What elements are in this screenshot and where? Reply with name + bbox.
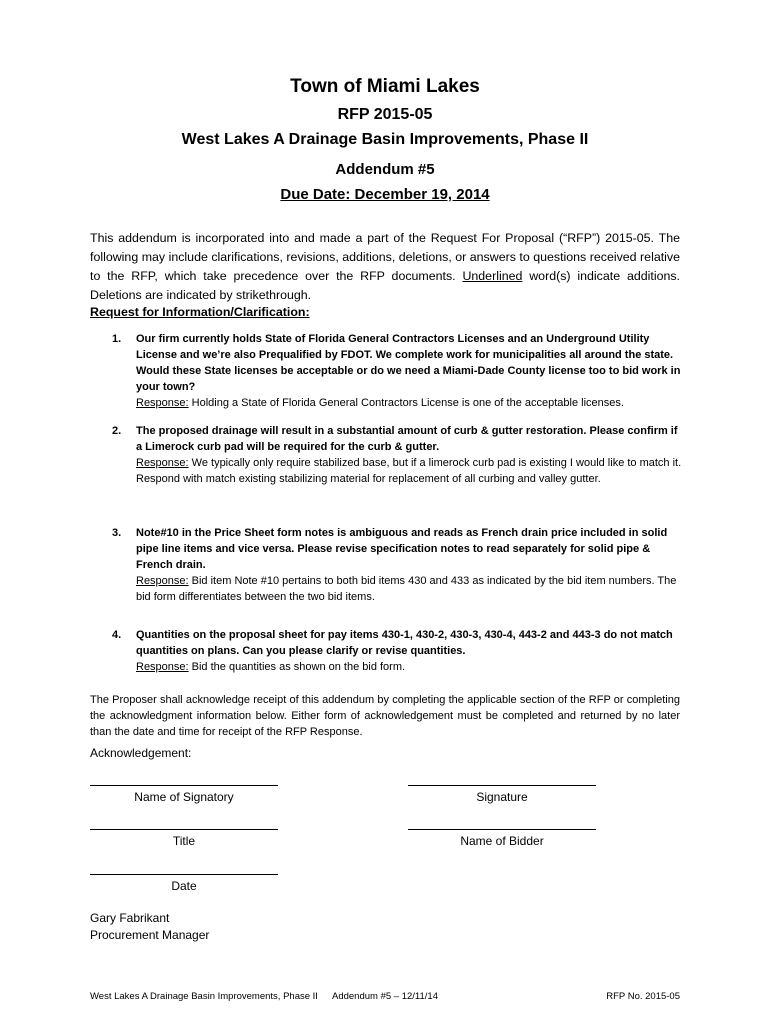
response-text: Bid the quantities as shown on the bid form. <box>188 661 406 673</box>
document-title: Town of Miami Lakes <box>290 76 480 97</box>
signatory-name-label: Name of Signatory <box>134 790 234 804</box>
item-question: The proposed drainage will result in a substantial amount of curb & gutter restoration. Please confirm if a Limerock curb pad will be required for the curb & gutter. <box>136 425 678 453</box>
response-label: Response: <box>136 661 189 673</box>
response-label: Response: <box>136 397 189 409</box>
item-response <box>136 659 682 675</box>
title-label: Title <box>172 834 196 848</box>
footer-project: West Lakes A Drainage Basin Improvements, Phase II <box>90 991 318 1002</box>
due-date: Due Date: December 19, 2014 <box>280 186 490 203</box>
signatory-name-line[interactable] <box>90 785 278 786</box>
signature-label: Signature <box>476 790 528 804</box>
section-heading: Request for Information/Clarification: <box>90 305 310 319</box>
item-response <box>136 395 682 411</box>
item-number: 1. <box>112 333 122 345</box>
project-title: West Lakes A Drainage Basin Improvements, Phase II <box>181 131 589 148</box>
intro-paragraph <box>90 229 680 305</box>
response-label: Response: <box>136 575 189 587</box>
item-number: 3. <box>112 527 122 539</box>
bidder-name-label: Name of Bidder <box>460 834 544 848</box>
footer-rfp-number: RFP No. 2015-05 <box>606 991 680 1002</box>
intro-text-1: This addendum is incorporated into and made a part of the Request For Proposal (“RFP”) 2015-05. The following may include clarifications, revisions, additions, deletions, or answers to questions received relative to the RFP, which take precedence over the RFP documents. <box>90 231 680 283</box>
item-question: Note#10 in the Price Sheet form notes is ambiguous and reads as French drain price included in solid pipe line items and vice versa. Please revise specification notes to read separately for solid pipe & French drain. <box>136 527 668 571</box>
rfp-number: RFP 2015-05 <box>337 106 433 123</box>
rfi-item-2 <box>112 423 682 487</box>
rfi-item-1 <box>112 331 682 411</box>
intro-text-2: word(s) indicate additions. Deletions are indicated by strikethrough. <box>90 269 680 302</box>
item-number: 2. <box>112 425 122 437</box>
date-label: Date <box>171 879 197 893</box>
response-label: Response: <box>136 457 189 469</box>
footer-addendum: Addendum #5 – 12/11/14 <box>332 991 438 1002</box>
rfi-item-4 <box>112 627 682 675</box>
item-response <box>136 573 682 605</box>
item-response <box>136 455 682 487</box>
date-line[interactable] <box>90 874 278 875</box>
addendum-number: Addendum #5 <box>335 161 435 178</box>
closing-paragraph: The Proposer shall acknowledge receipt of this addendum by completing the applicable section of the RFP or completing the acknowledgment information below. Either form of acknowledgement must be completed and returned by no later than the date and time for receipt of the RFP Response. <box>90 694 680 738</box>
item-question: Quantities on the proposal sheet for pay items 430-1, 430-2, 430-3, 430-4, 443-2 and 443-3 do not match quantities on plans. Can you please clarify or revise quantities. <box>136 629 673 657</box>
item-number: 4. <box>112 629 122 641</box>
rfi-item-3 <box>112 525 682 605</box>
response-text: Holding a State of Florida General Contractors License is one of the acceptable licenses. <box>188 397 624 409</box>
intro-underlined-word: Underlined <box>462 269 523 283</box>
signature-line[interactable] <box>408 785 596 786</box>
item-question: Our firm currently holds State of Florida General Contractors Licenses and an Underground Utility License and we’re also Prequalified by FDOT. We complete work for municipalities all around the state. Would these State licenses be acceptable or do we need a Miami-Dade County license too to bid work in your town? <box>136 333 681 393</box>
signer-name: Gary Fabrikant <box>90 911 170 925</box>
response-text: We typically only require stabilized base, but if a limerock curb pad is existing I would like to match it. Respond with match existing stabilizing material for replacement of all curbing and valley gutter. <box>136 457 682 485</box>
response-text: Bid item Note #10 pertains to both bid items 430 and 433 as indicated by the bid item numbers. The bid form differentiates between the two bid items. <box>136 575 677 603</box>
bidder-name-line[interactable] <box>408 829 596 830</box>
signer-title: Procurement Manager <box>90 928 210 942</box>
acknowledgement-heading: Acknowledgement: <box>90 746 192 760</box>
title-line[interactable] <box>90 829 278 830</box>
